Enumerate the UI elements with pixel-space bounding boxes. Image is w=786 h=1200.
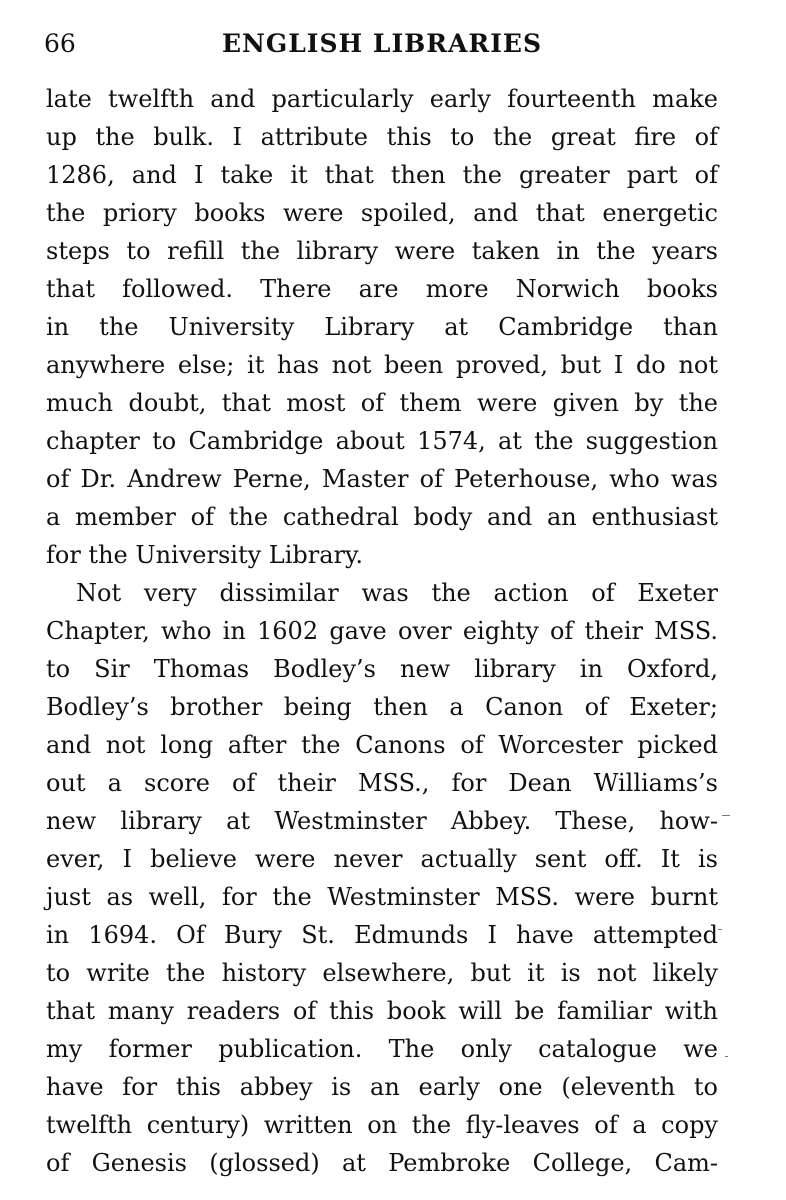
- text-line: the priory books were spoiled, and that energetic: [46, 199, 718, 227]
- text-line: a member of the cathedral body and an enthusiast: [46, 503, 718, 531]
- text-line: to Sir Thomas Bodley’s new library in Oxford,: [46, 655, 718, 683]
- text-line: out a score of their MSS., for Dean Williams’s: [46, 769, 718, 797]
- text-line: twelfth century) written on the fly-leaves of a copy: [46, 1111, 718, 1139]
- scan-speck: [718, 929, 722, 930]
- paragraph-1: [46, 80, 718, 574]
- text-line: Bodley’s brother being then a Canon of Exeter;: [46, 693, 718, 721]
- text-line: in 1694. Of Bury St. Edmunds I have attempted: [46, 921, 718, 949]
- text-line: my former publication. The only catalogue we: [46, 1035, 718, 1063]
- text-line: 1286, and I take it that then the greater part of: [46, 161, 718, 189]
- text-line: in the University Library at Cambridge than: [46, 313, 718, 341]
- text-line: new library at Westminster Abbey. These, how-: [46, 807, 718, 835]
- scan-speck: [725, 1056, 728, 1057]
- text-line: Chapter, who in 1602 gave over eighty of their MSS.: [46, 617, 718, 645]
- text-line: steps to refill the library were taken in the years: [46, 237, 718, 265]
- text-line: to write the history elsewhere, but it is not likely: [46, 959, 718, 987]
- text-line: chapter to Cambridge about 1574, at the suggestion: [46, 427, 718, 455]
- text-line: and not long after the Canons of Worcester picked: [46, 731, 718, 759]
- text-line: that followed. There are more Norwich books: [46, 275, 718, 303]
- text-line: have for this abbey is an early one (eleventh to: [46, 1073, 718, 1101]
- paragraph-2: [46, 574, 718, 1182]
- text-line: up the bulk. I attribute this to the great fire of: [46, 123, 718, 151]
- text-line: Not very dissimilar was the action of Exeter: [76, 579, 718, 607]
- text-line: ever, I believe were never actually sent off. It is: [46, 845, 718, 873]
- body-text: [46, 80, 718, 1182]
- running-head: [44, 26, 720, 62]
- text-line: for the University Library.: [46, 541, 364, 569]
- text-line: of Dr. Andrew Perne, Master of Peterhouse, who was: [46, 465, 718, 493]
- text-line: much doubt, that most of them were given by the: [46, 389, 718, 417]
- text-line: late twelfth and particularly early fourteenth make: [46, 85, 718, 113]
- page-number: 66: [44, 29, 76, 58]
- text-line: anywhere else; it has not been proved, but I do not: [46, 351, 718, 379]
- text-line: of Genesis (glossed) at Pembroke College, Cam-: [46, 1149, 718, 1177]
- scan-speck: [722, 815, 730, 816]
- text-line: just as well, for the Westminster MSS. were burnt: [46, 883, 718, 911]
- running-title: ENGLISH LIBRARIES: [221, 29, 543, 58]
- text-line: that many readers of this book will be familiar with: [46, 997, 718, 1025]
